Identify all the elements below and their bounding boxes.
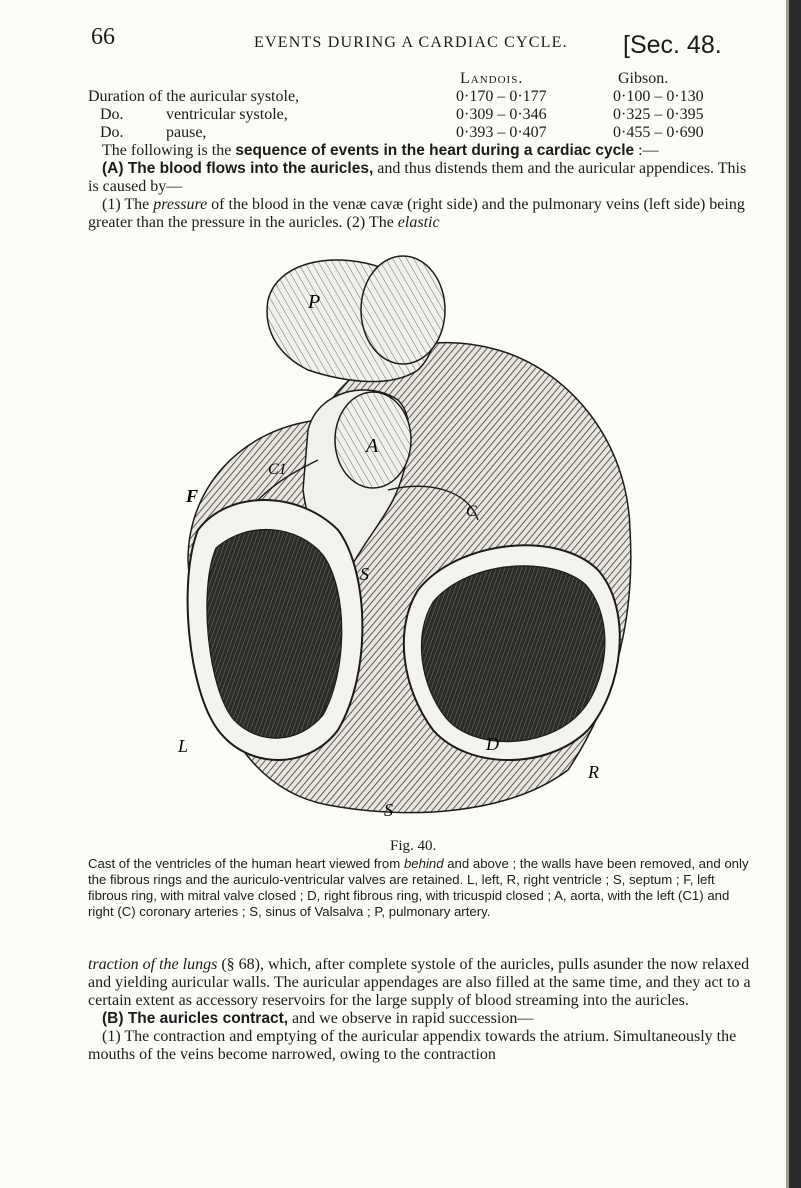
row-label: Duration of the auricular systole, bbox=[88, 88, 300, 105]
label-s-bottom: S bbox=[384, 800, 393, 820]
sequence-line bbox=[88, 142, 758, 160]
table-row bbox=[88, 88, 748, 106]
row-ditto: Do. bbox=[100, 124, 124, 141]
landois-value: 0·309 – 0·346 bbox=[456, 106, 547, 123]
page-number: 66 bbox=[91, 24, 115, 50]
gibson-value: 0·325 – 0·395 bbox=[613, 106, 704, 123]
col-gibson: Gibson. bbox=[618, 70, 669, 87]
continuation-text: (§ 68), which, after complete systole of the auricles, pulls asunder the now relaxed and yielding auricular walls. The auricular appendages are also filled at the same time, and they act to a certain extent as accessory reservoirs for the large supply of blood streaming into the auricles. bbox=[88, 956, 751, 1009]
tricuspid-valve bbox=[421, 566, 604, 742]
label-p: P bbox=[308, 291, 321, 313]
point-b bbox=[88, 1010, 758, 1028]
duration-table-header bbox=[88, 70, 748, 88]
figure-caption bbox=[88, 856, 756, 920]
label-r: R bbox=[588, 762, 599, 782]
table-row bbox=[88, 124, 748, 142]
book-edge-line bbox=[786, 0, 789, 1188]
label-l: L bbox=[178, 736, 189, 756]
col-landois: Landois. bbox=[460, 70, 524, 87]
row-label bbox=[88, 106, 288, 124]
point-b-text: and we observe in rapid succession— bbox=[292, 1010, 534, 1027]
caption-legend: L, left, R, right ventricle ; S, septum ; F, left fibrous ring, with mitral valve closed ; D, right fibrous ring, with tricuspid closed ; A, aorta, with the left (C1) and right (C) coronary arteries ; S, sinus of Valsalva ; P, pulmonary artery. bbox=[88, 872, 730, 919]
continuation-italic: traction of the lungs bbox=[88, 956, 218, 973]
point-1-italic: pressure bbox=[153, 196, 208, 213]
figure-number: Fig. 40. bbox=[390, 838, 437, 854]
point-1-italic-2: elastic bbox=[397, 214, 440, 231]
page-header bbox=[0, 16, 790, 59]
label-c: C bbox=[466, 503, 477, 520]
label-s: S bbox=[360, 564, 369, 584]
row-label bbox=[88, 124, 207, 142]
continuation-paragraph bbox=[88, 956, 758, 1064]
point-1-lead: (1) The bbox=[102, 196, 150, 213]
duration-table bbox=[88, 70, 748, 142]
running-head: EVENTS DURING A CARDIAC CYCLE. bbox=[254, 34, 568, 51]
point-a-title: (A) The blood flows into the auricles, bbox=[102, 160, 374, 177]
label-d: D bbox=[486, 734, 499, 754]
continuation-line bbox=[88, 956, 751, 1009]
caption-lead: Cast of the ventricles of the human heart viewed from bbox=[88, 856, 401, 871]
row-label-2: ventricular systole, bbox=[166, 106, 288, 123]
point-a-1 bbox=[88, 196, 758, 232]
intro-end: :— bbox=[638, 142, 659, 159]
heart-cast-figure bbox=[168, 230, 640, 820]
caption-italic: behind bbox=[403, 856, 444, 871]
point-a-text: and thus distends them and the auricular appendices. This is caused by— bbox=[88, 160, 747, 195]
gibson-value: 0·455 – 0·690 bbox=[613, 124, 704, 141]
point-a bbox=[88, 160, 758, 196]
label-c1: C1 bbox=[268, 461, 287, 478]
point-1-text: of the blood in the venæ cavæ (right side) and the pulmonary veins (left side) being greater than the pressure in the auricles. (2) The bbox=[88, 196, 745, 231]
book-edge-shadow bbox=[789, 0, 801, 1188]
point-b-1: (1) The contraction and emptying of the auricular appendix towards the atrium. Simultaneously the mouths of the veins become narrowed, owing to the contraction bbox=[88, 1028, 737, 1063]
intro-paragraph bbox=[88, 142, 758, 232]
mitral-valve bbox=[207, 530, 342, 739]
intro-lead: The following is the bbox=[102, 142, 232, 159]
label-f: F bbox=[186, 486, 199, 506]
row-ditto: Do. bbox=[100, 106, 124, 123]
landois-value: 0·393 – 0·407 bbox=[456, 124, 547, 141]
row-label-2: pause, bbox=[166, 124, 207, 141]
gibson-value: 0·100 – 0·130 bbox=[613, 88, 704, 105]
intro-bold: sequence of events in the heart during a cardiac cycle bbox=[235, 142, 635, 159]
caption-end: and above ; the walls have been removed, and only the fibrous rings and the auriculo-ventricular valves are retained. bbox=[88, 856, 749, 887]
point-b-title: (B) The auricles contract, bbox=[102, 1010, 289, 1027]
table-row bbox=[88, 106, 748, 124]
caption-text bbox=[88, 856, 756, 920]
pulmonary-artery-opening bbox=[361, 256, 445, 364]
landois-value: 0·170 – 0·177 bbox=[456, 88, 547, 105]
label-a: A bbox=[366, 435, 379, 457]
section-tag: [Sec. 48. bbox=[623, 31, 722, 59]
heart-cast-illustration bbox=[168, 230, 640, 820]
